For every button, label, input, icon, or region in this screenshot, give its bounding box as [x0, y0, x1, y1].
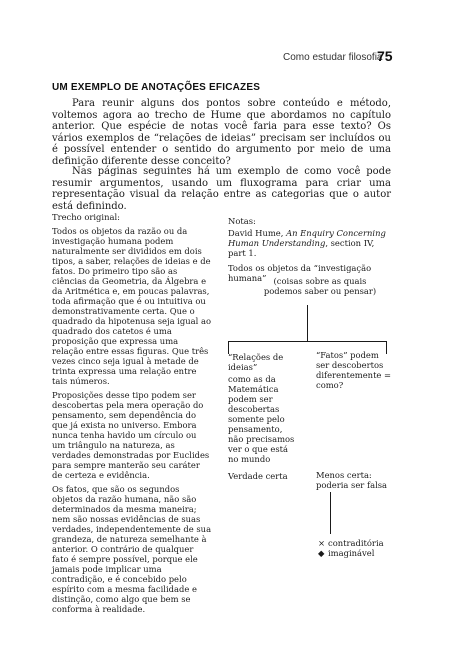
original-section-2: Proposições desse tipo podem ser descobertas pela mera operação do pensamento, sem dependência do que já exista no universo. Embora nunca tenha havido um círculo ou um triângulo na natureza, as verdades demonstradas por Euclides para sempre manterão seu caráter de certeza e evidência. — [52, 390, 210, 480]
bullet-text: contraditória — [328, 538, 384, 548]
right-result: Menos certa: poderia ser falsa — [316, 470, 388, 490]
cross-icon: × — [318, 538, 326, 548]
notes-label: Notas: — [228, 216, 256, 226]
bullet-list — [318, 538, 384, 558]
connector-vertical — [307, 305, 308, 341]
section-title: UM EXEMPLO DE ANOTAÇÕES EFICAZES — [52, 82, 261, 93]
left-branch-body: como as da Matemática podem ser descobertas somente pelo pensamento, não precisamos ver o que está no mundo — [228, 374, 295, 464]
citation-rest: , section IV, part 1. — [228, 238, 375, 258]
original-section-1: Todos os objetos da razão ou da investigação humana podem naturalmente ser divididos em dois tipos, a saber, relações de ideias e de fatos. Do primeiro tipo são as ciências da Geometria, da Álgebra e da Aritmética e, em poucas palavras, toda afirmação que é ou intuitiva ou demonstrativamente certa. Que o quadrado da hipotenusa seja igual ao quadrado dos catetos é uma proposição que expressa uma relação entre essas figuras. Que três vezes cinco seja igual à metade de trinta expressa uma relação entre tais números. — [52, 226, 212, 386]
original-text — [52, 226, 212, 618]
original-label: Trecho original: — [52, 212, 120, 222]
left-result: Verdade certa — [228, 471, 288, 481]
diamond-icon: ◆ — [318, 548, 325, 558]
bullet-item — [318, 548, 384, 558]
original-section-3: Os fatos, que são os segundos objetos da razão humana, não são determinados da mesma maneira; nem são nossas evidências de suas verdades, independentemente de sua grandeza, de natureza semelhante à anterior. O contrário de qualquer fato é sempre possível, porque ele jamais pode implicar uma contradição, e é concebido pelo espírito com a mesma facilidade e distinção, como algo que bem se conforma à realidade. — [52, 484, 212, 614]
intro-paragraph-2: Nas páginas seguintes há um exemplo de como você pode resumir argumentos, usando um fluxograma para criar uma representação visual da relação entre as categorias que o autor está definindo. — [52, 166, 391, 212]
right-branch-title: “Fatos” podem ser descobertos diferentemente = como? — [316, 350, 392, 390]
intro-paragraph-1: Para reunir alguns dos pontos sobre conteúdo e método, voltemos agora ao trecho de Hume que abordamos no capítulo anterior. Que espécie de notas você faria para esse texto? Os vários exemplos de “relações de ideias” precisam ser incluídos ou é possível entender o sentido do argumento por meio de uma definição diferente desse conceito? — [52, 98, 391, 167]
citation-author: David Hume, — [228, 228, 287, 238]
running-head: Como estudar filosofia — [283, 52, 383, 63]
root-node-subtitle: (coisas sobre as quais podemos saber ou pensar) — [263, 276, 377, 296]
left-branch-title: “Relações de ideias” — [228, 352, 284, 372]
citation-title: An Enquiry Concerning Human Understanding — [228, 228, 386, 248]
bullet-item — [318, 538, 384, 548]
connector-horizontal — [228, 341, 387, 342]
connector-to-bullets — [330, 492, 331, 534]
page-number: 75 — [377, 48, 393, 64]
root-node-title: Todos os objetos da “investigação humana” — [228, 263, 372, 283]
citation — [228, 228, 393, 258]
bullet-text: imaginável — [328, 548, 375, 558]
